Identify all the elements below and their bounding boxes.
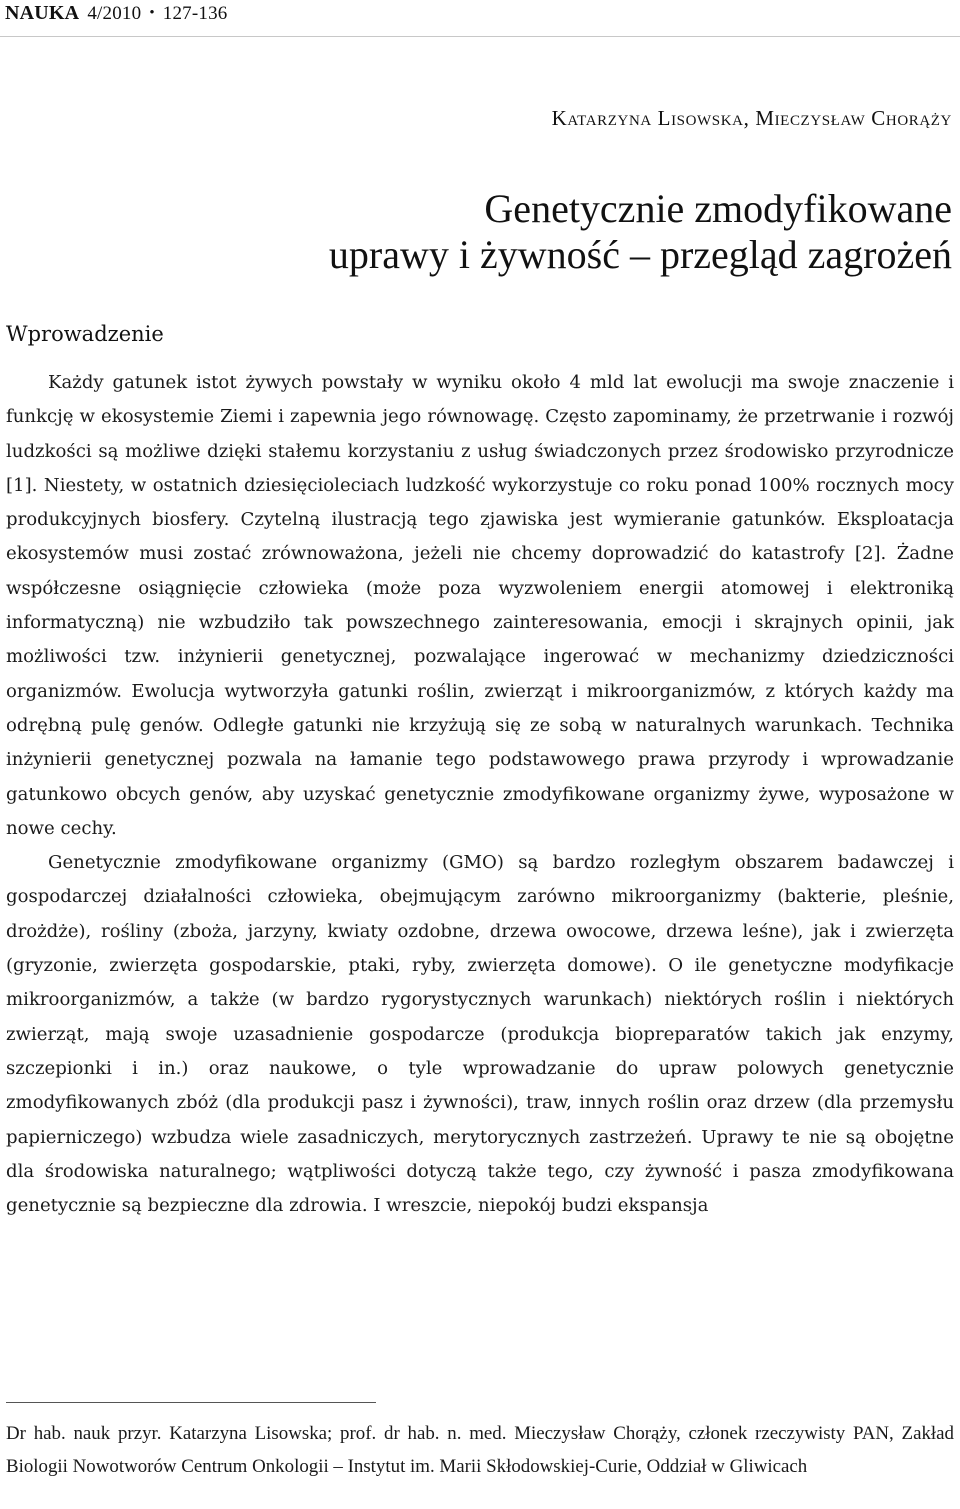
issue-number: 4/2010 [87, 3, 142, 24]
article-body [6, 366, 954, 1223]
footnote-divider [6, 1402, 376, 1403]
author-affiliation-footnote: Dr hab. nauk przyr. Katarzyna Lisowska; prof. dr hab. n. med. Mieczysław Chorąży, członek rzeczywisty PAN, Zakład Biologii Nowotworów Centrum Onkologii – Instytut im. Marii Skłodowskiej-Curie, Oddział w Gliwicach [6, 1423, 954, 1477]
body-paragraph-2: Genetycznie zmodyfikowane organizmy (GMO) są bardzo rozległym obszarem badawczej i gospodarczej działalności człowieka, obejmującym zarówno mikroorganizmy (bakterie, pleśnie, drożdże), rośliny (zboża, jarzyny, kwiaty ozdobne, drzewa owocowe, drzewa leśne), jak i zwierzęta (gryzonie, zwierzęta gospodarskie, ptaki, ryby, zwierzęta domowe). O ile genetyczne modyfikacje mikroorganizmów, a także (w bardzo rygorystycznych warunkach) niektórych roślin i niektórych zwierząt, mają swoje uzasadnienie gospodarcze (produkcja biopreparatów takich jak enzymy, szczepionki i in.) oraz naukowe, o tyle wprowadzanie do upraw polowych genetycznie zmodyfikowanych zbóż (dla produkcji pasz i żywności), traw, innych roślin oraz drzew (dla przemysłu papierniczego) wzbudza wiele zasadniczych, merytorycznych zastrzeżeń. Uprawy te nie są obojętne dla środowiska naturalnego; wątpliwości dotyczą także tego, czy żywność i pasza zmodyfikowana genetycznie są bezpieczne dla zdrowia. I wreszcie, niepokój budzi ekspansja [6, 852, 954, 1217]
header-divider [0, 36, 960, 37]
journal-name: NAUKA [5, 2, 80, 24]
body-paragraph-1: Każdy gatunek istot żywych powstały w wyniku około 4 mld lat ewolucji ma swoje znaczenie i funkcję w ekosystemie Ziemi i zapewnia jego równowagę. Często zapominamy, że przetrwanie i rozwój ludzkości są możliwe dzięki stałemu korzystaniu z usług świadczonych przez środowisko przyrodnicze [1]. Niestety, w ostatnich dziesięcioleciach ludzkość wykorzystuje co roku ponad 100% rocznych mocy produkcyjnych biosfery. Czytelną ilustracją tego zjawiska jest wymieranie gatunków. Eksploatacja ekosystemów musi zostać zrównoważona, jeżeli nie chcemy doprowadzić do katastrofy [2]. Żadne współczesne osiągnięcie człowieka (może poza wyzwoleniem energii atomowej i elektroniką informatyczną) nie wzbudziło tak powszechnego zainteresowania, emocji i skrajnych opinii, jak możliwości tzw. inżynierii genetycznej, pozwalające ingerować w mechanizmy dziedziczności organizmów. Ewolucja wytworzyła gatunki roślin, zwierząt i mikroorganizmów, z których każdy ma odrębną pulę genów. Odległe gatunki nie krzyżują się ze sobą w naturalnych warunkach. Technika inżynierii genetycznej pozwala na łamanie tego podstawowego prawa przyrody i wprowadzanie gatunkowo obcych genów, aby uzyskać genetycznie zmodyfikowane organizmy żywe, wyposażone w nowe cechy. [6, 372, 954, 839]
article-authors: Katarzyna Lisowska, Mieczysław Chorąży [551, 106, 952, 130]
running-head [5, 2, 228, 25]
article-title [112, 186, 952, 278]
separator-bullet: • [149, 5, 155, 21]
title-line-2: uprawy i żywność – przegląd zagrożeń [328, 232, 952, 277]
title-line-1: Genetycznie zmodyfikowane [484, 186, 952, 231]
section-heading: Wprowadzenie [6, 322, 164, 346]
page-range: 127-136 [162, 3, 228, 24]
